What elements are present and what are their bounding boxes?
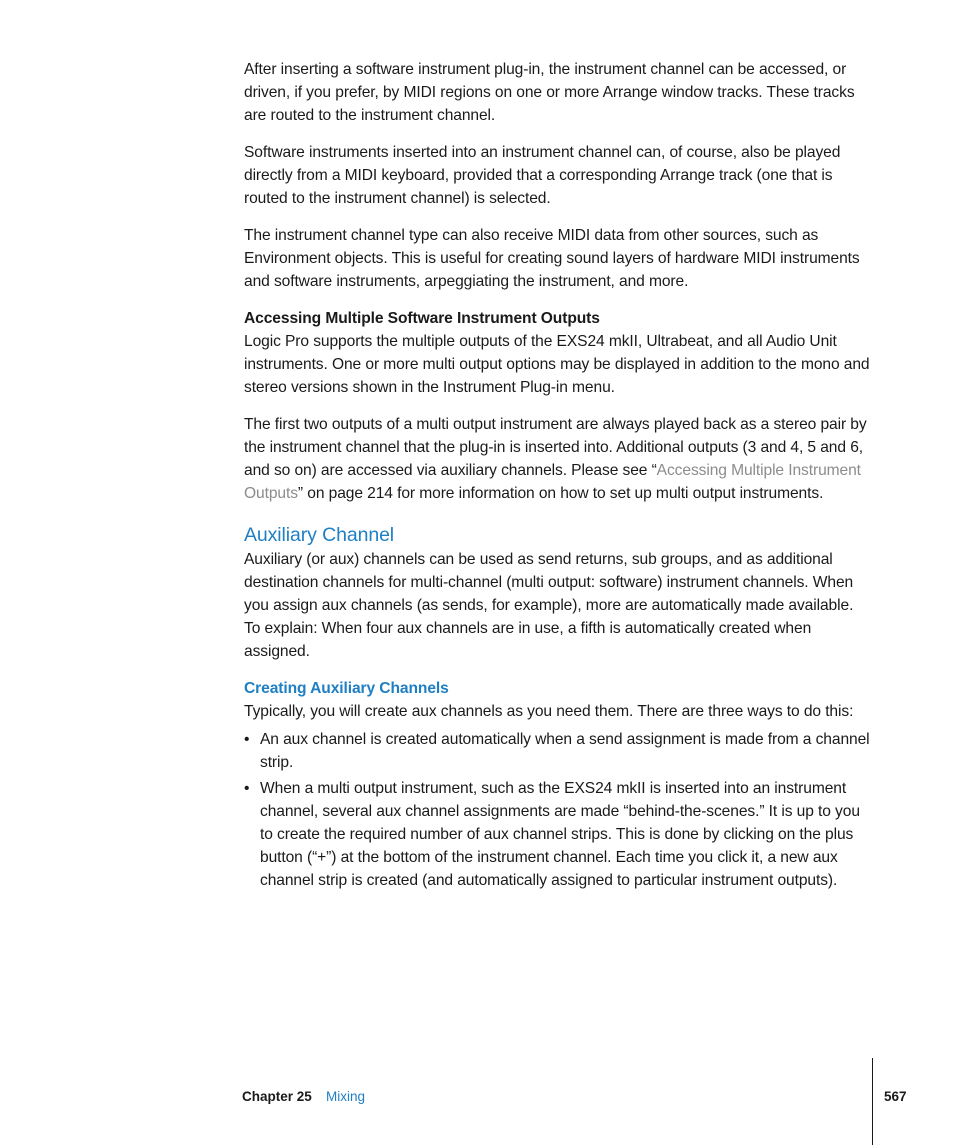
footer-chapter: Chapter 25 <box>242 1089 312 1104</box>
cross-reference-link[interactable]: Accessing Multiple Instrument Outputs <box>244 462 861 502</box>
paragraph: Typically, you will create aux channels as you need them. There are three ways to do this: <box>244 703 854 720</box>
page-content <box>244 58 872 895</box>
list-item <box>244 777 872 892</box>
page-number: 567 <box>884 1089 907 1104</box>
list-item-text: When a multi output instrument, such as the EXS24 mkII is inserted into an instrument channel, several aux channel assignments are made “behind-the-scenes.” It is up to you to create the required number of aux channel strips. This is done by clicking on the plus button (“+”) at the bottom of the instrument channel. Each time you click it, a new aux channel strip is created (and automatically assigned to particular instrument outputs). <box>260 780 860 889</box>
paragraph: Auxiliary (or aux) channels can be used as send returns, sub groups, and as additional destination channels for multi-channel (multi output: software) instrument channels. When you assign aux channels (as sends, for example), more are automatically made available. To explain: When four aux channels are in use, a fifth is automatically created when assigned. <box>244 551 854 660</box>
paragraph-text: ” on page 214 for more information on how to set up multi output instruments. <box>297 485 824 502</box>
footer-divider <box>872 1058 873 1145</box>
paragraph: Logic Pro supports the multiple outputs of the EXS24 mkII, Ultrabeat, and all Audio Unit instruments. One or more multi output options may be displayed in addition to the mono and stereo versions shown in the Instrument Plug-in menu. <box>244 333 870 396</box>
footer-section-link[interactable]: Mixing <box>326 1089 366 1104</box>
bullet-marker: • <box>244 731 250 748</box>
bullet-marker: • <box>244 780 250 797</box>
subheading-multiple-outputs: Accessing Multiple Software Instrument Outputs <box>244 310 600 327</box>
paragraph: Software instruments inserted into an instrument channel can, of course, also be played directly from a MIDI keyboard, provided that a corresponding Arrange track (one that is routed to the instrument channel) is selected. <box>244 144 841 207</box>
subsection-heading-creating-auxiliary-channels: Creating Auxiliary Channels <box>244 680 449 697</box>
paragraph-with-link <box>244 413 872 505</box>
list-item <box>244 728 872 774</box>
list-item-text: An aux channel is created automatically when a send assignment is made from a channel strip. <box>260 731 870 771</box>
paragraph: The instrument channel type can also receive MIDI data from other sources, such as Environment objects. This is useful for creating sound layers of hardware MIDI instruments and software instruments, arpeggiating the instrument, and more. <box>244 227 860 290</box>
paragraph-text: The first two outputs of a multi output instrument are always played back as a stereo pair by the instrument channel that the plug-in is inserted into. Additional outputs (3 and 4, 5 and 6, and so on) are accessed via auxiliary channels. Please see “ <box>244 416 867 479</box>
paragraph: After inserting a software instrument plug-in, the instrument channel can be accessed, or driven, if you prefer, by MIDI regions on one or more Arrange window tracks. These tracks are routed to the instrument channel. <box>244 61 855 124</box>
bullet-list <box>244 728 872 892</box>
section-heading-auxiliary-channel: Auxiliary Channel <box>244 524 395 546</box>
